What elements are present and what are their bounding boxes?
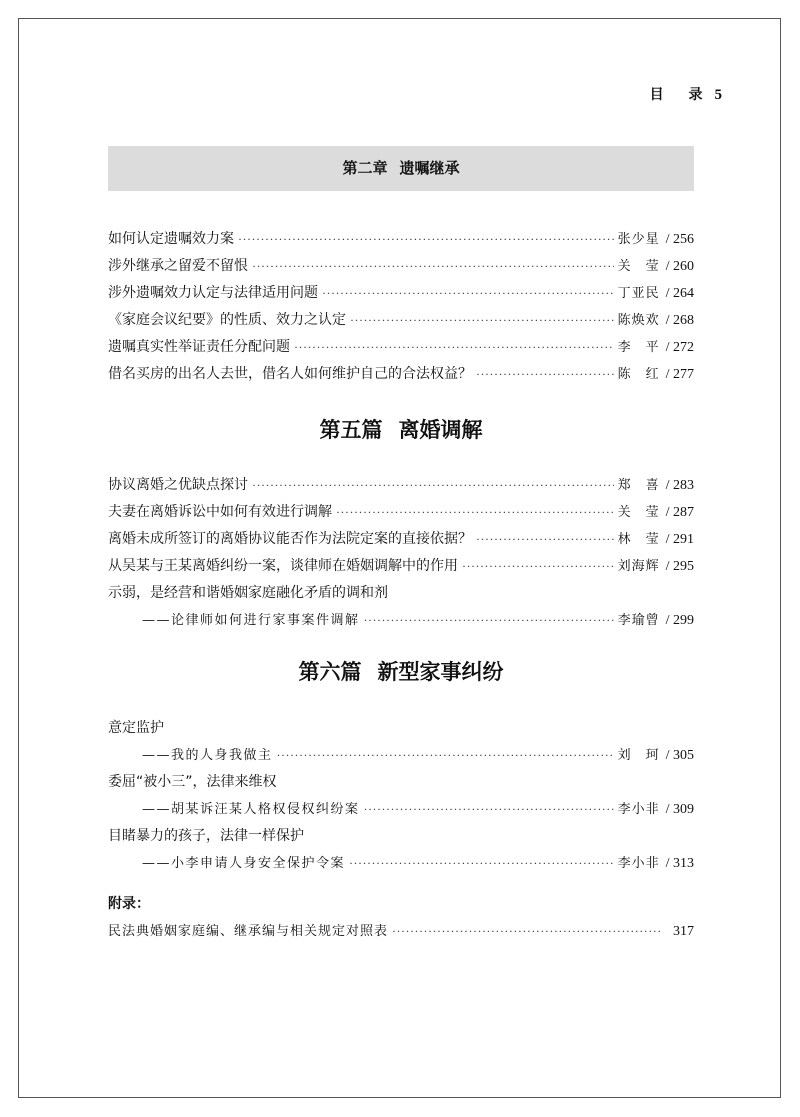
chapter-entry-list: [108, 226, 694, 388]
leader-dots: [349, 850, 614, 877]
part5-heading: [108, 415, 694, 445]
chapter-number: 第二章: [342, 159, 388, 177]
toc-entry[interactable]: [108, 796, 694, 823]
entry-title: 从吴某与王某离婚纠纷一案，谈律师在婚姻调解中的作用: [108, 558, 458, 574]
entry-author: 刘海辉: [617, 559, 660, 574]
entry-author: 李小非: [617, 802, 660, 817]
entry-author: 林 莹: [617, 532, 660, 547]
toc-entry[interactable]: [108, 307, 694, 334]
entry-page: / 283: [665, 478, 694, 493]
entry-page: / 287: [665, 505, 694, 520]
entry-author: 李小非: [617, 856, 660, 871]
part5-number: 第五篇: [319, 418, 383, 442]
entry-title: 民法典婚姻家庭编、继承编与相关规定对照表: [108, 924, 389, 939]
leader-dots: [322, 280, 614, 307]
entry-subtitle: ——胡某诉汪某人格权侵权纠纷案: [142, 802, 360, 817]
entry-page: / 295: [665, 559, 694, 574]
entry-page: / 264: [665, 286, 694, 301]
toc-entry[interactable]: [108, 850, 694, 877]
entry-author: 陈焕欢: [617, 313, 660, 328]
entry-main-title[interactable]: 委屈“被小三”，法律来维权: [108, 774, 277, 790]
entry-page: / 291: [665, 532, 694, 547]
entry-subtitle: ——我的人身我做主: [142, 748, 273, 763]
entry-title: 夫妻在离婚诉讼中如何有效进行调解: [108, 504, 332, 520]
toc-entry[interactable]: [108, 526, 694, 553]
entry-subtitle: ——小李申请人身安全保护令案: [142, 856, 346, 871]
toc-entry[interactable]: [108, 499, 694, 526]
entry-author: 陈 红: [617, 367, 660, 382]
entry-main-title[interactable]: 目睹暴力的孩子，法律一样保护: [108, 828, 304, 844]
entry-page: / 260: [665, 259, 694, 274]
entry-page: / 256: [665, 232, 694, 247]
toc-entry[interactable]: [108, 334, 694, 361]
part6-entry-list: [108, 715, 694, 877]
entry-author: 李 平: [617, 340, 660, 355]
entry-title: 协议离婚之优缺点探讨: [108, 477, 248, 493]
entry-main-title[interactable]: 示弱，是经营和谐婚姻家庭融化矛盾的调和剂: [108, 585, 388, 601]
entry-title: 借名买房的出名人去世，借名人如何维护自己的合法权益？: [108, 366, 472, 382]
leader-dots: [476, 361, 614, 388]
header-page-number: 5: [714, 87, 722, 103]
toc-entry[interactable]: [108, 607, 694, 634]
entry-page: / 305: [665, 748, 694, 763]
entry-author: 关 莹: [617, 259, 660, 274]
toc-entry[interactable]: [108, 280, 694, 307]
entry-author: 丁亚民: [617, 286, 660, 301]
toc-entry[interactable]: [108, 742, 694, 769]
toc-entry[interactable]: [108, 253, 694, 280]
entry-page: / 313: [665, 856, 694, 871]
page-header: [650, 84, 722, 104]
entry-title: 如何认定遗嘱效力案: [108, 231, 234, 247]
leader-dots: [392, 918, 663, 945]
entry-author: 刘 珂: [617, 748, 660, 763]
entry-author: 李瑜曾: [617, 613, 660, 628]
chapter-heading: [108, 146, 694, 191]
entry-page: / 272: [665, 340, 694, 355]
part5-entry-list: [108, 472, 694, 634]
part6-title: 新型家事纠纷: [377, 660, 504, 684]
leader-dots: [252, 472, 614, 499]
leader-dots: [476, 526, 614, 553]
chapter-title: 遗嘱继承: [399, 159, 460, 177]
entry-author: 张少星: [617, 232, 660, 247]
entry-main-title[interactable]: 意定监护: [108, 720, 164, 736]
appendix-label: 附录：: [108, 896, 150, 912]
entry-title: 《家庭会议纪要》的性质、效力之认定: [108, 312, 346, 328]
leader-dots: [350, 307, 614, 334]
leader-dots: [462, 553, 614, 580]
entry-title: 遗嘱真实性举证责任分配问题: [108, 339, 290, 355]
entry-page: / 268: [665, 313, 694, 328]
leader-dots: [252, 253, 614, 280]
leader-dots: [364, 607, 614, 634]
toc-entry[interactable]: [108, 361, 694, 388]
toc-entry[interactable]: [108, 472, 694, 499]
entry-author: 关 莹: [617, 505, 660, 520]
toc-entry[interactable]: [108, 553, 694, 580]
entry-page: 317: [673, 924, 694, 939]
entry-page: / 309: [665, 802, 694, 817]
entry-title: 涉外继承之留爱不留恨: [108, 258, 248, 274]
entry-page: / 277: [665, 367, 694, 382]
header-label: 目 录: [649, 87, 713, 103]
appendix-entry[interactable]: [108, 918, 694, 945]
entry-author: 郑 喜: [617, 478, 660, 493]
part6-heading: [108, 657, 694, 687]
entry-subtitle: ——论律师如何进行家事案件调解: [142, 613, 360, 628]
leader-dots: [336, 499, 614, 526]
entry-title: 离婚未成所签订的离婚协议能否作为法院定案的直接依据？: [108, 531, 472, 547]
leader-dots: [294, 334, 614, 361]
part5-title: 离婚调解: [398, 418, 483, 442]
entry-title: 涉外遗嘱效力认定与法律适用问题: [108, 285, 318, 301]
part6-number: 第六篇: [298, 660, 362, 684]
toc-entry[interactable]: [108, 226, 694, 253]
leader-dots: [277, 742, 614, 769]
toc-content: [108, 146, 694, 945]
leader-dots: [238, 226, 614, 253]
entry-page: / 299: [665, 613, 694, 628]
leader-dots: [364, 796, 614, 823]
